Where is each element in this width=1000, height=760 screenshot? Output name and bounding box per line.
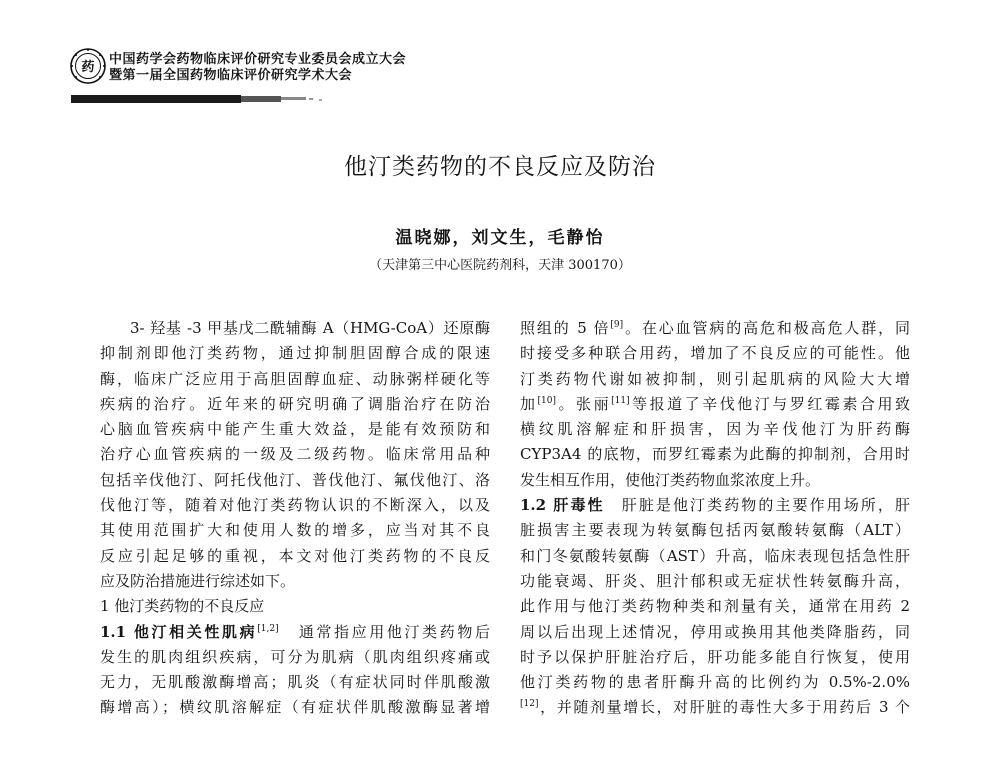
text-line [520,695,910,720]
text-line [520,392,910,417]
text-line: 反应引起足够的重视，本文对他汀类药物的不良反 [100,546,490,565]
text-line: 发生的肌肉组织疾病，可分为肌病（肌肉组织疼痛或 [100,647,490,666]
text-line: 3- 羟基 -3 甲基戊二酰辅酶 A（HMG-CoA）还原酶 [130,319,490,337]
text-line: 他汀类药物的患者肝酶升高的比例约为 0.5%-2.0% [520,673,910,692]
text-line: 其使用范围扩大和使用人数的增多，应当对其不良 [100,521,490,540]
text-line: 心脑血管疾病中能产生重大效益，是能有效预防和 [100,420,490,439]
text-span: 。张丽 [556,394,612,413]
text-line: 伐他汀等，随着对他汀类药物认识的不断深入，以及 [100,496,490,515]
text-line: 此作用与他汀类药物种类和剂量有关，通常在用药 2 [520,597,910,616]
citation-ref: [12] [520,699,539,710]
right-column [520,316,910,721]
citation-ref: [10] [537,395,557,406]
emblem-glyph: 药 [81,60,95,75]
author-affiliation: （天津第三中心医院药剂科，天津 300170） [369,258,631,273]
text-line: 发生相互作用，使他汀类药物血浆浓度上升。 [520,470,821,489]
section-heading: 1 他汀类药物的不良反应 [100,597,265,616]
text-line: 疾病的治疗。近年来的研究明确了调脂治疗在防治 [100,394,490,413]
text-line: 酶增高）；横纹肌溶解症（有症状伴肌酸激酶显著增 [100,698,490,717]
left-column [100,316,490,721]
text-line: 和门冬氨酸转氨酶（AST）升高，临床表现包括急性肝 [520,546,910,565]
text-span: 通常指应用他汀类药物后 [298,622,490,641]
text-line: 包括辛伐他汀、阿托伐他汀、普伐他汀、氟伐他汀、洛 [100,470,490,489]
header-divider [71,93,329,107]
text-line: 酶，临床广泛应用于高胆固醇血症、动脉粥样硬化等 [100,369,490,388]
header-line-2: 暨第一届全国药物临床评价研究学术大会 [109,68,353,83]
citation-ref: [11] [611,395,630,406]
text-line: 时接受多种联合用药，增加了不良反应的可能性。他 [520,344,910,363]
text-line: 时予以保护肝脏治疗后，肝功能多能自行恢复，使用 [520,647,910,666]
text-line: 应及防治措施进行综述如下。 [100,571,296,590]
citation-ref: [1,2] [257,623,279,634]
subsection-heading: 1.2 肝毒性 [520,496,605,515]
text-line: 无力，无肌酸激酶增高；肌炎（有症状同时伴肌酸激 [100,673,490,692]
header-text [109,52,406,84]
text-line: 治疗心血管疾病的一级及二级药物。临床常用品种 [100,445,490,464]
text-line: 周以后出现上述情况，停用或换用其他类降脂药，同 [520,622,910,641]
paper-title: 他汀类药物的不良反应及防治 [344,154,656,180]
text-span: ，并随剂量增长，对肝脏的毒性大多于用药后 3 个 [538,698,910,717]
text-line: 抑制剂即他汀类药物，通过抑制胆固醇合成的限速 [100,344,490,363]
subsection-line [100,620,490,645]
text-line: 横纹肌溶解症和肝损害，因为辛伐他汀为肝药酶 [520,420,910,439]
text-span: 照组的 5 倍 [520,319,611,337]
subsection-heading: 1.1 他汀相关性肌病 [100,622,258,641]
text-line: CYP3A4 的底物，而罗红霉素为此酶的抑制剂，合用时 [520,445,910,464]
text-span: 肝脏是他汀类药物的主要作用场所，肝 [621,496,910,515]
text-line [520,316,910,341]
text-span: 加 [520,394,538,413]
text-line: 汀类药物代谢如被抑制，则引起肌病的风险大大增 [520,369,910,388]
header-line-1: 中国药学会药物临床评价研究专业委员会成立大会 [109,52,407,67]
citation-ref: [9] [610,320,624,330]
society-emblem-icon [69,47,107,85]
text-span: 。在心血管病的高危和极高危人群，同 [623,319,910,337]
subsection-line [520,493,910,518]
text-line: 功能衰竭、肝炎、胆汁郁积或无症状性转氨酶升高， [520,571,910,590]
paper-authors: 温晓娜，刘文生，毛静怡 [395,228,605,248]
text-span: 等报道了辛伐他汀与罗红霉素合用致 [629,394,910,413]
text-line: 脏损害主要表现为转氨酶包括丙氨酸转氨酶（ALT） [520,521,910,540]
